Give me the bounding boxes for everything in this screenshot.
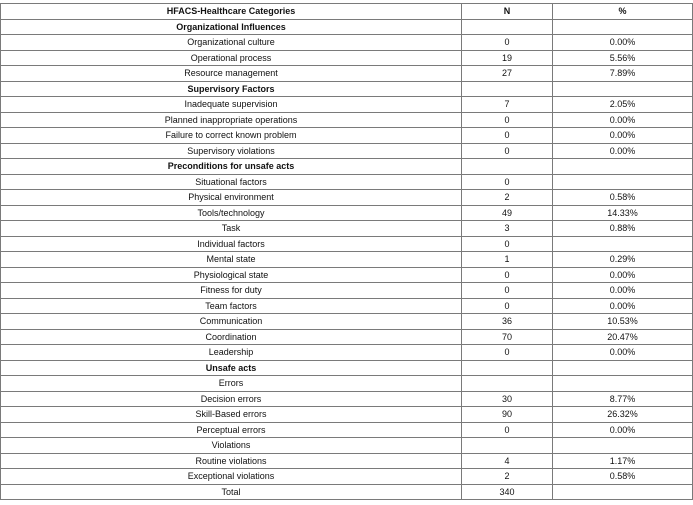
- percent-cell: 2.05%: [553, 97, 693, 113]
- count-cell: [462, 360, 553, 376]
- category-cell: Coordination: [1, 329, 462, 345]
- table-row: [1, 422, 693, 438]
- percent-cell: [553, 81, 693, 97]
- count-cell: 70: [462, 329, 553, 345]
- count-cell: 0: [462, 283, 553, 299]
- section-header-row: [1, 81, 693, 97]
- table-header-row: [1, 4, 693, 20]
- category-cell: Supervisory violations: [1, 143, 462, 159]
- count-cell: 1: [462, 252, 553, 268]
- percent-cell: 0.00%: [553, 267, 693, 283]
- table-row: [1, 66, 693, 82]
- percent-cell: 26.32%: [553, 407, 693, 423]
- category-cell: Routine violations: [1, 453, 462, 469]
- category-cell: Preconditions for unsafe acts: [1, 159, 462, 175]
- category-cell: Failure to correct known problem: [1, 128, 462, 144]
- category-cell: Communication: [1, 314, 462, 330]
- count-cell: [462, 81, 553, 97]
- percent-cell: 0.00%: [553, 345, 693, 361]
- percent-cell: [553, 484, 693, 500]
- table-row: [1, 329, 693, 345]
- count-cell: 27: [462, 66, 553, 82]
- count-cell: 0: [462, 174, 553, 190]
- category-cell: Physical environment: [1, 190, 462, 206]
- category-cell: Skill-Based errors: [1, 407, 462, 423]
- count-cell: [462, 159, 553, 175]
- count-cell: 0: [462, 128, 553, 144]
- table-row: [1, 298, 693, 314]
- category-cell: Unsafe acts: [1, 360, 462, 376]
- percent-cell: [553, 174, 693, 190]
- percent-cell: 0.00%: [553, 143, 693, 159]
- table-row: [1, 376, 693, 392]
- table-row: [1, 174, 693, 190]
- count-cell: 0: [462, 236, 553, 252]
- percent-cell: 0.58%: [553, 190, 693, 206]
- count-cell: 0: [462, 345, 553, 361]
- percent-cell: 0.00%: [553, 422, 693, 438]
- table-row: [1, 453, 693, 469]
- table-row: [1, 252, 693, 268]
- percent-cell: 0.00%: [553, 128, 693, 144]
- category-cell: Organizational culture: [1, 35, 462, 51]
- count-cell: [462, 438, 553, 454]
- header-n: N: [462, 4, 553, 20]
- count-cell: 90: [462, 407, 553, 423]
- category-cell: Inadequate supervision: [1, 97, 462, 113]
- count-cell: [462, 19, 553, 35]
- percent-cell: 10.53%: [553, 314, 693, 330]
- percent-cell: 14.33%: [553, 205, 693, 221]
- category-cell: Decision errors: [1, 391, 462, 407]
- count-cell: 2: [462, 469, 553, 485]
- category-cell: Team factors: [1, 298, 462, 314]
- category-cell: Fitness for duty: [1, 283, 462, 299]
- percent-cell: 1.17%: [553, 453, 693, 469]
- percent-cell: 5.56%: [553, 50, 693, 66]
- count-cell: 0: [462, 298, 553, 314]
- category-cell: Organizational Influences: [1, 19, 462, 35]
- category-cell: Total: [1, 484, 462, 500]
- table-row: [1, 205, 693, 221]
- category-cell: Individual factors: [1, 236, 462, 252]
- count-cell: 30: [462, 391, 553, 407]
- table-row: [1, 236, 693, 252]
- table-row: [1, 50, 693, 66]
- table-row: [1, 314, 693, 330]
- category-cell: Tools/technology: [1, 205, 462, 221]
- category-cell: Perceptual errors: [1, 422, 462, 438]
- count-cell: 36: [462, 314, 553, 330]
- count-cell: 3: [462, 221, 553, 237]
- table-row: [1, 484, 693, 500]
- count-cell: 0: [462, 267, 553, 283]
- table-row: [1, 97, 693, 113]
- count-cell: 0: [462, 112, 553, 128]
- table-row: [1, 407, 693, 423]
- header-category: HFACS-Healthcare Categories: [1, 4, 462, 20]
- table-row: [1, 345, 693, 361]
- header-percent: %: [553, 4, 693, 20]
- category-cell: Supervisory Factors: [1, 81, 462, 97]
- section-header-row: [1, 19, 693, 35]
- count-cell: 19: [462, 50, 553, 66]
- table-row: [1, 190, 693, 206]
- category-cell: Task: [1, 221, 462, 237]
- table-row: [1, 128, 693, 144]
- percent-cell: [553, 19, 693, 35]
- percent-cell: [553, 376, 693, 392]
- table-row: [1, 438, 693, 454]
- table-row: [1, 283, 693, 299]
- count-cell: 2: [462, 190, 553, 206]
- percent-cell: 0.58%: [553, 469, 693, 485]
- category-cell: Errors: [1, 376, 462, 392]
- percent-cell: 0.00%: [553, 298, 693, 314]
- percent-cell: [553, 438, 693, 454]
- percent-cell: 7.89%: [553, 66, 693, 82]
- percent-cell: 0.29%: [553, 252, 693, 268]
- percent-cell: [553, 360, 693, 376]
- category-cell: Leadership: [1, 345, 462, 361]
- count-cell: 0: [462, 422, 553, 438]
- category-cell: Operational process: [1, 50, 462, 66]
- section-header-row: [1, 159, 693, 175]
- percent-cell: 0.88%: [553, 221, 693, 237]
- percent-cell: 20.47%: [553, 329, 693, 345]
- table-row: [1, 469, 693, 485]
- count-cell: 0: [462, 35, 553, 51]
- table-row: [1, 112, 693, 128]
- hfacs-categories-table: [0, 3, 693, 500]
- category-cell: Situational factors: [1, 174, 462, 190]
- table-row: [1, 35, 693, 51]
- percent-cell: 0.00%: [553, 283, 693, 299]
- table-row: [1, 391, 693, 407]
- percent-cell: 8.77%: [553, 391, 693, 407]
- table-row: [1, 143, 693, 159]
- count-cell: [462, 376, 553, 392]
- category-cell: Exceptional violations: [1, 469, 462, 485]
- percent-cell: 0.00%: [553, 112, 693, 128]
- count-cell: 7: [462, 97, 553, 113]
- table-row: [1, 221, 693, 237]
- count-cell: 49: [462, 205, 553, 221]
- percent-cell: [553, 159, 693, 175]
- category-cell: Resource management: [1, 66, 462, 82]
- section-header-row: [1, 360, 693, 376]
- category-cell: Violations: [1, 438, 462, 454]
- table-body: [1, 19, 693, 500]
- count-cell: 340: [462, 484, 553, 500]
- category-cell: Physiological state: [1, 267, 462, 283]
- count-cell: 0: [462, 143, 553, 159]
- category-cell: Mental state: [1, 252, 462, 268]
- category-cell: Planned inappropriate operations: [1, 112, 462, 128]
- percent-cell: 0.00%: [553, 35, 693, 51]
- table-row: [1, 267, 693, 283]
- percent-cell: [553, 236, 693, 252]
- count-cell: 4: [462, 453, 553, 469]
